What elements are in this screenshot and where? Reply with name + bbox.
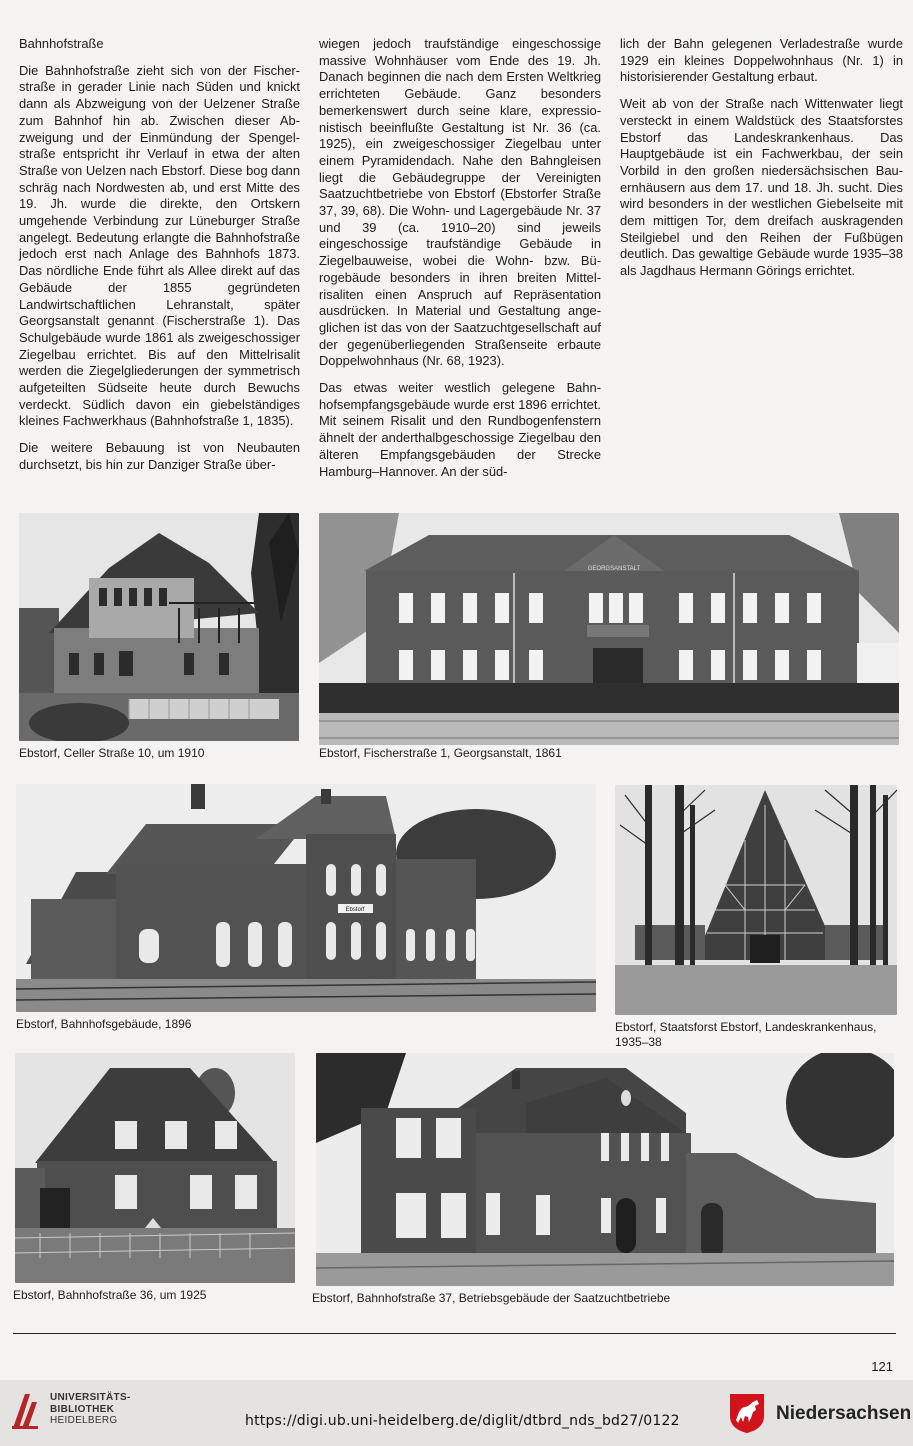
paragraph: Das etwas weiter westlich gelegene Bahnhofsempfangsgebäude wurde erst 1896 errichtet. Mit seinem Risalit und den Rundbogenfenstern ähnelt der anderthalbgeschossige Ziegelbau den älteren Empfangsgebäuden der Strecke Hamburg–Hannover. An der süd- (319, 380, 601, 479)
footer-rule (13, 1333, 896, 1334)
paragraph: Weit ab von der Straße nach Wittenwater liegt versteckt in einem Waldstück des Staatsforstes Ebstorf das Landeskrankenhaus. Das Hauptgebäude ist ein Fachwerkbau, der sein Vorbild in den großen niedersächsischen Bauernhäusern aus dem 17. und 18. Jh. sucht. Dies wird besonders in der westlichen Giebelseite mit dem mittigen Tor, dem dreifach auskragenden Steilgiebel und den Reihen der Fußbügen deutlich. Das gewaltige Gebäude wurde 1935–38 als Jagdhaus Hermann Görings errichtet. (620, 96, 903, 279)
photo-bahnhofstrasse-37 (316, 1053, 894, 1286)
caption-bahnhofstrasse-36: Ebstorf, Bahnhofstraße 36, um 1925 (13, 1288, 207, 1302)
section-heading: Bahnhofstraße (19, 36, 104, 51)
ub-heidelberg-logo-icon[interactable] (10, 1390, 40, 1430)
paragraph: wiegen jedoch traufständige eingeschossige massive Wohnhäuser vom Ende des 19. Jh. Danach beginnen die nach dem Ersten Weltkrieg errichteten Gebäude. Ganz besonders bemerkenswert durch seine klare, expressionistisch beeinflußte Gestaltung ist Nr. 36 (ca. 1925), ein zweigeschossiger Ziegelbau unter einem Pyramidendach. Nahe den Bahngleisen liegt die Gebäudegruppe der Vereinigten Saatzuchtbetriebe von Ebstorf (Ebstorfer Straße 37, 39, 68). Die Wohn- und Lagergebäude Nr. 37 und 39 (ca. 1910–20) sind jeweils eingeschossige traufständige Gebäude in Ziegelbauweise, wobei die Wohn- bzw. Bürogebäude besonders in ihren breiten Mittelrisaliten einen Anspruch auf Repräsentation ausdrücken. In Material und Gestaltung angeglichen ist das von der Saatzuchtgesellschaft auf der gegenüberliegenden Straßenseite erbaute Doppelwohnhaus (Nr. 68, 1923). (319, 36, 601, 369)
georgsanstalt-sign: GEORGSANSTALT (587, 566, 641, 572)
permalink-url[interactable]: https://digi.ub.uni-heidelberg.de/diglit/dtbrd_nds_bd27/0122 (245, 1413, 680, 1429)
ub-heidelberg-label[interactable] (50, 1392, 131, 1427)
text-column-1 (19, 36, 300, 484)
caption-bahnhofstrasse-37: Ebstorf, Bahnhofstraße 37, Betriebsgebäude der Saatzuchtbetriebe (312, 1291, 671, 1305)
niedersachsen-label[interactable]: Niedersachsen (776, 1403, 912, 1424)
library-line-3: HEIDELBERG (50, 1415, 118, 1426)
paragraph: Die weitere Bebauung ist von Neubauten durchsetzt, bis hin zur Danziger Straße über- (19, 440, 300, 472)
caption-georgsanstalt: Ebstorf, Fischerstraße 1, Georgsanstalt, 1861 (319, 746, 562, 760)
caption-bahnhofsgebaeude: Ebstorf, Bahnhofsgebäude, 1896 (16, 1017, 192, 1031)
library-line-2: BIBLIOTHEK (50, 1403, 115, 1415)
text-column-2 (319, 36, 601, 490)
niedersachsen-horse-icon[interactable] (728, 1392, 766, 1434)
photo-landeskrankenhaus (615, 785, 897, 1015)
photo-georgsanstalt (319, 513, 899, 745)
page-number: 121 (871, 1359, 893, 1374)
library-line-1: UNIVERSITÄTS- (50, 1392, 131, 1403)
photo-bahnhofstrasse-36 (15, 1053, 295, 1283)
photo-bahnhofsgebaeude (16, 784, 596, 1012)
photo-celler-strasse-10 (19, 513, 299, 741)
caption-celler-strasse: Ebstorf, Celler Straße 10, um 1910 (19, 746, 205, 760)
caption-landeskrankenhaus: Ebstorf, Staatsforst Ebstorf, Landeskrankenhaus, 1935–38 (615, 1020, 877, 1049)
paragraph: lich der Bahn gelegenen Verladestraße wurde 1929 ein kleines Doppelwohnhaus (Nr. 1) in historisierender Gestaltung erbaut. (620, 36, 903, 85)
station-sign: Ebstorf (345, 907, 365, 913)
paragraph: Die Bahnhofstraße zieht sich von der Fischerstraße in gerader Linie nach Süden und knickt dann als Abzweigung von der Uelzener Straße zum Bahnhof hin ab. Zwischen dieser Abzweigung und der Einmündung der Spengelstraße entspricht ihr Verlauf in etwa der alten Straße von Uelzen nach Ebstorf. Diese bog dann schräg nach Nordwesten ab, und erst Mitte des 19. Jh. wurde die direkte, den Ortskern umgehende Verbindung zur Lüneburger Straße angelegt. Bedeutung erlangte die Bahnhofstraße jedoch erst nach Anlage des Bahnhofs 1873. Das nördliche Ende führt als Allee direkt auf das Gebäude der 1855 gegründeten Landwirtschaftlichen Lehranstalt, später Georgsanstalt genannt (Fischerstraße 1). Das Schulgebäude wurde 1861 als zweigeschossiger Ziegelbau errichtet. Bis auf den Mittelrisalit werden die Ziegelgliederungen der symmetrisch aufgeteilten Südseite heute durch Bewuchs verdeckt. Südlich davon ein giebelständiges kleines Fachwerkhaus (Bahnhofstraße 1, 1835). (19, 62, 300, 429)
text-column-3 (620, 36, 903, 290)
